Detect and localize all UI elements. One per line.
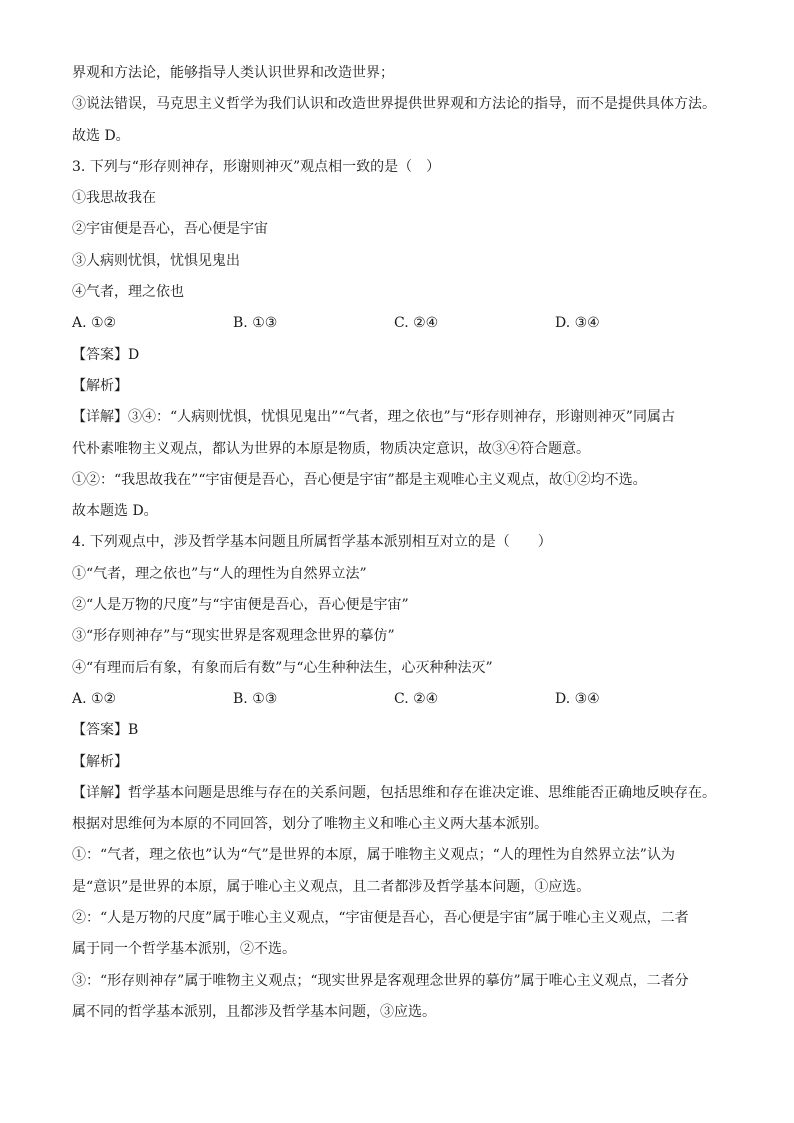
- question-4-detail-line: 属于同一个哲学基本派别，②不选。: [72, 941, 296, 958]
- question-4-item-2: ②“人是万物的尺度”与“宇宙便是吾心，吾心便是宇宙”: [72, 597, 409, 614]
- text-line: 界观和方法论，能够指导人类认识世界和改造世界；: [72, 65, 394, 81]
- option-a: A. ①②: [72, 315, 117, 332]
- question-3-detail-line: 故本题选 D。: [72, 503, 158, 520]
- question-3-stem: 3. 下列与“形存则神存，形谢则神灭”观点相一致的是（ ）: [72, 158, 441, 175]
- question-3-item-4: ④气者，理之依也: [72, 284, 184, 301]
- question-3-answer: 【答案】D: [72, 346, 140, 363]
- question-3-analysis-label: 【解析】: [72, 377, 128, 394]
- option-b: B. ①③: [233, 315, 278, 332]
- question-4-detail-line: ②：“人是万物的尺度”属于唯心主义观点，“宇宙便是吾心，吾心便是宇宙”属于唯心主义观点，二者: [72, 910, 689, 927]
- text-line: 故选 D。: [72, 127, 130, 144]
- option-a: A. ①②: [72, 690, 117, 707]
- question-4-detail-line: 属不同的哲学基本派别，且都涉及哲学基本问题，③应选。: [72, 1003, 436, 1020]
- question-4-analysis-label: 【解析】: [72, 753, 128, 770]
- question-4-detail-line: 【详解】哲学基本问题是思维与存在的关系问题，包括思维和存在谁决定谁、思维能否正确地反映存在。: [72, 784, 716, 801]
- question-4-answer: 【答案】B: [72, 722, 139, 739]
- question-3-item-3: ③人病则忧惧，忧惧见鬼出: [72, 252, 240, 269]
- question-4-item-3: ③“形存则神存”与“现实世界是客观理念世界的摹仿”: [72, 628, 395, 645]
- option-d: D. ③④: [555, 315, 600, 332]
- question-3-detail-line: 代朴素唯物主义观点，都认为世界的本原是物质，物质决定意识，故③④符合题意。: [72, 440, 590, 457]
- option-d: D. ③④: [555, 690, 600, 707]
- question-3-options: [72, 308, 732, 339]
- question-4-stem: 4. 下列观点中，涉及哲学基本问题且所属哲学基本派别相互对立的是（ ）: [72, 534, 552, 551]
- question-3-item-1: ①我思故我在: [72, 190, 156, 207]
- question-3-detail-line: 【详解】③④：“人病则忧惧，忧惧见鬼出”“气者，理之依也”与“形存则神存，形谢则神灭”同属古: [72, 409, 675, 426]
- question-4-detail-line: 是“意识”是世界的本原，属于唯心主义观点，且二者都涉及哲学基本问题，①应选。: [72, 878, 591, 895]
- option-b: B. ①③: [233, 690, 278, 707]
- question-4-detail-line: 根据对思维何为本原的不同回答，划分了唯物主义和唯心主义两大基本派别。: [72, 816, 548, 833]
- document-page: [72, 58, 732, 1028]
- question-4-item-1: ①“气者，理之依也”与“人的理性为自然界立法”: [72, 565, 367, 582]
- question-4-detail-line: ①：“气者，理之依也”认为“气”是世界的本原，属于唯物主义观点；“人的理性为自然界立法”认为: [72, 847, 675, 864]
- question-3-item-2: ②宇宙便是吾心，吾心便是宇宙: [72, 221, 268, 238]
- question-4-detail-line: ③：“形存则神存”属于唯物主义观点；“现实世界是客观理念世界的摹仿”属于唯心主义观点，二者分: [72, 972, 689, 989]
- text-line: ③说法错误，马克思主义哲学为我们认识和改造世界提供世界观和方法论的指导，而不是提供具体方法。: [72, 96, 716, 113]
- question-3-detail-line: ①②：“我思故我在”“宇宙便是吾心，吾心便是宇宙”都是主观唯心主义观点，故①②均不选。: [72, 471, 647, 488]
- option-c: C. ②④: [394, 315, 439, 332]
- option-c: C. ②④: [394, 690, 439, 707]
- question-4-options: [72, 684, 732, 715]
- question-4-item-4: ④“有理而后有象，有象而后有数”与“心生种种法生，心灭种种法灭”: [72, 659, 493, 676]
